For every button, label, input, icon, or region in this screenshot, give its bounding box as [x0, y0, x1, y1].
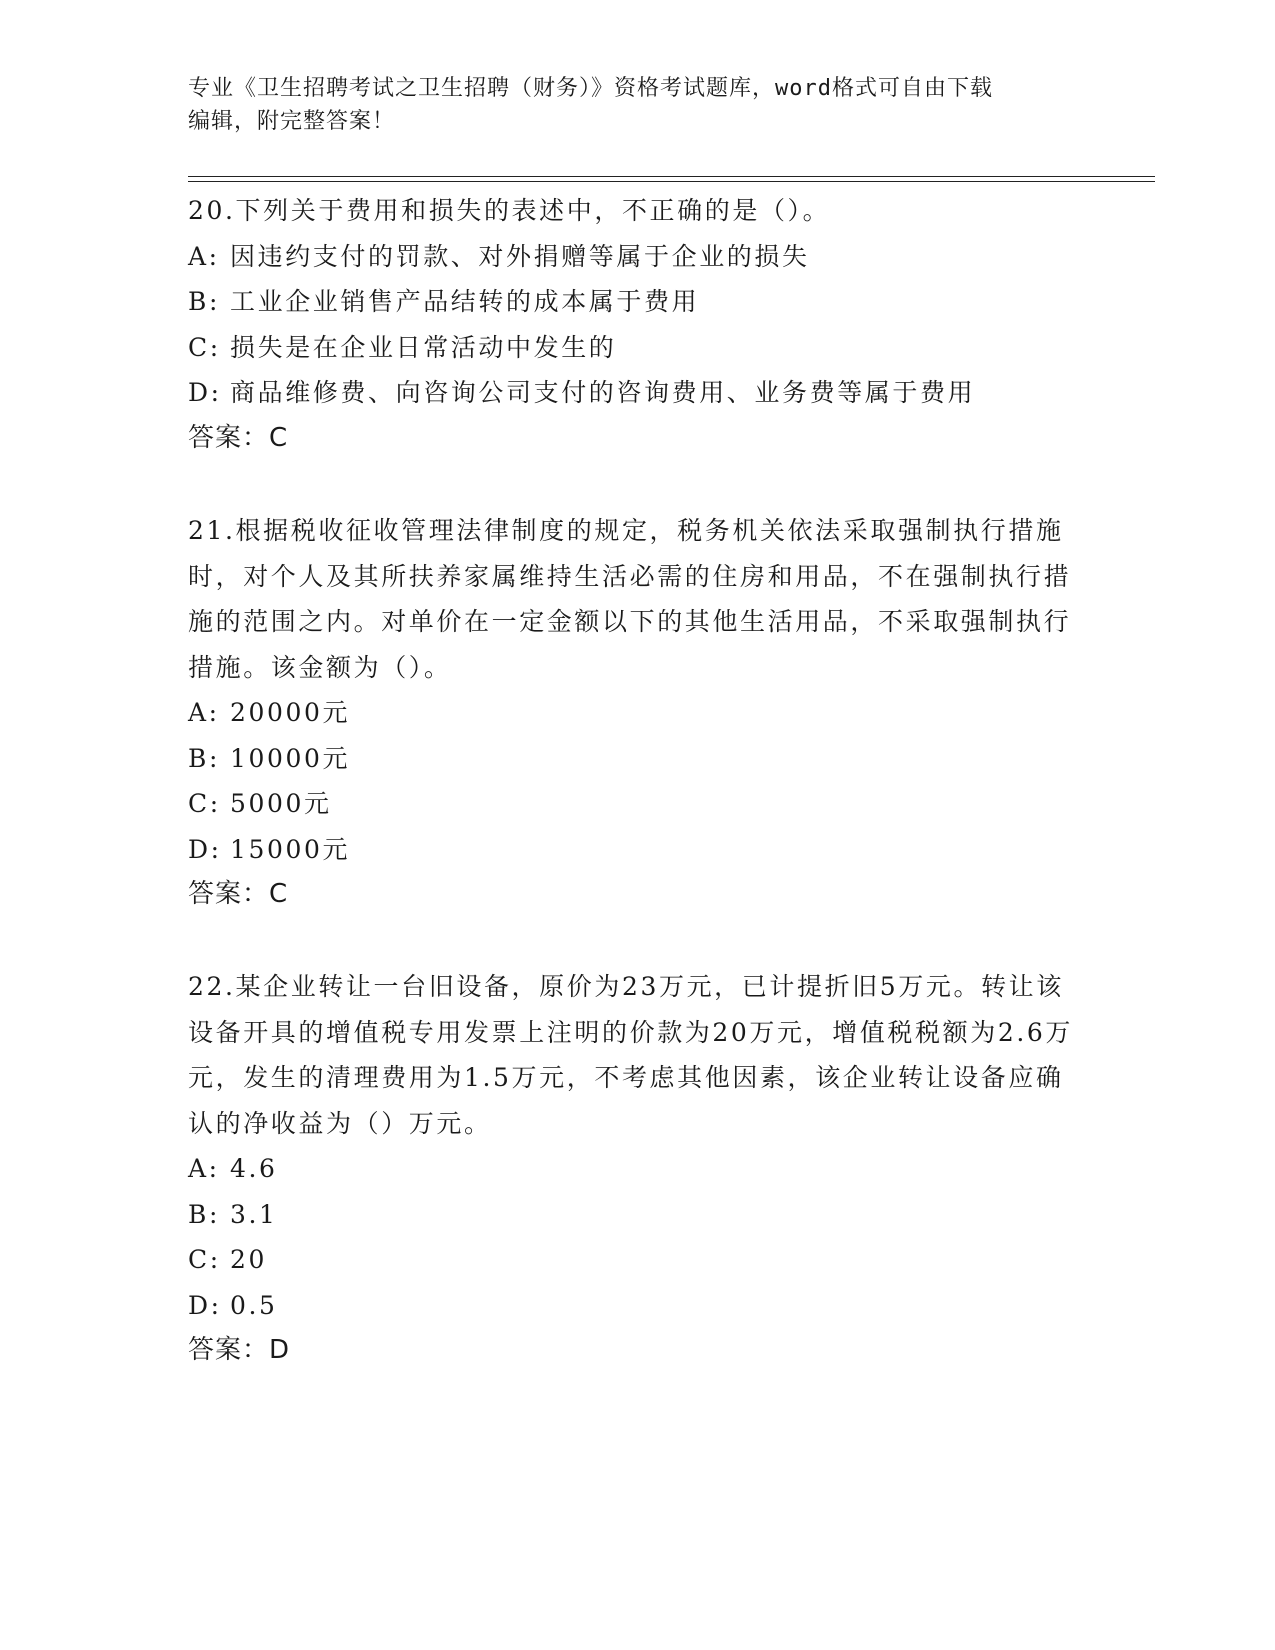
question-stem: 20.下列关于费用和损失的表述中，不正确的是（）。: [188, 196, 831, 225]
option-text: 损失是在企业日常活动中发生的: [230, 332, 617, 362]
option-text: 15000元: [230, 834, 351, 864]
question-21: [188, 508, 1088, 918]
option-text: 5000元: [230, 789, 332, 818]
option-c: [188, 781, 1088, 827]
question-stem: 21.根据税收征收管理法律制度的规定，税务机关依法采取强制执行措施时，对个人及其所扶养家属维持生活必需的住房和用品，不在强制执行措施的范围之内。对单价在一定金额以下的其他生活用品，不采取强制执行措施。该金额为（）。: [188, 516, 1072, 682]
header-divider-bottom: [188, 181, 1155, 182]
option-c: [188, 1237, 1088, 1283]
question-stem: 22.某企业转让一台旧设备，原价为23万元，已计提折旧5万元。转让该设备开具的增值税专用发票上注明的价款为20万元，增值税税额为2.6万元，发生的清理费用为1.5万元，不考虑其他因素，该企业转让设备应确认的净收益为（）万元。: [188, 972, 1073, 1138]
option-text: 因违约支付的罚款、对外捐赠等属于企业的损失: [230, 241, 810, 271]
question-22: [188, 964, 1088, 1374]
option-d: [188, 827, 1088, 873]
option-c: [188, 325, 1088, 371]
option-key: D:: [188, 834, 222, 864]
option-b: [188, 736, 1088, 782]
option-text: 3.1: [230, 1199, 278, 1229]
option-key: C:: [188, 789, 221, 818]
option-key: C:: [188, 1245, 221, 1274]
option-key: C:: [188, 332, 221, 362]
document-header: [188, 72, 1088, 138]
option-text: 商品维修费、向咨询公司支付的咨询费用、业务费等属于费用: [230, 378, 976, 407]
option-text: 0.5: [230, 1290, 278, 1320]
option-key: A:: [188, 241, 220, 271]
option-a: [188, 234, 1088, 280]
option-text: 工业企业销售产品结转的成本属于费用: [230, 287, 700, 316]
header-line-1: 专业《卫生招聘考试之卫生招聘（财务）》资格考试题库，word格式可自由下载: [188, 76, 993, 101]
option-d: [188, 1283, 1088, 1329]
option-text: 10000元: [230, 743, 351, 773]
option-text: 20: [230, 1245, 268, 1274]
option-b: [188, 279, 1088, 325]
question-20: [188, 188, 1088, 461]
option-key: D:: [188, 1290, 222, 1320]
option-a: [188, 690, 1088, 736]
option-key: B:: [188, 287, 220, 316]
option-text: 4.6: [230, 1154, 278, 1183]
header-line-2: 编辑，附完整答案！: [188, 109, 396, 134]
option-key: A:: [188, 698, 220, 727]
option-key: B:: [188, 1199, 220, 1229]
option-d: [188, 370, 1088, 416]
answer-line: 答案：C: [188, 879, 289, 909]
option-key: A:: [188, 1154, 220, 1183]
answer-line: 答案：D: [188, 1335, 291, 1365]
option-a: [188, 1146, 1088, 1192]
option-b: [188, 1192, 1088, 1238]
option-key: B:: [188, 743, 220, 773]
option-text: 20000元: [230, 698, 351, 727]
header-divider-top: [188, 176, 1155, 177]
answer-line: 答案：C: [188, 422, 289, 453]
option-key: D:: [188, 378, 222, 407]
